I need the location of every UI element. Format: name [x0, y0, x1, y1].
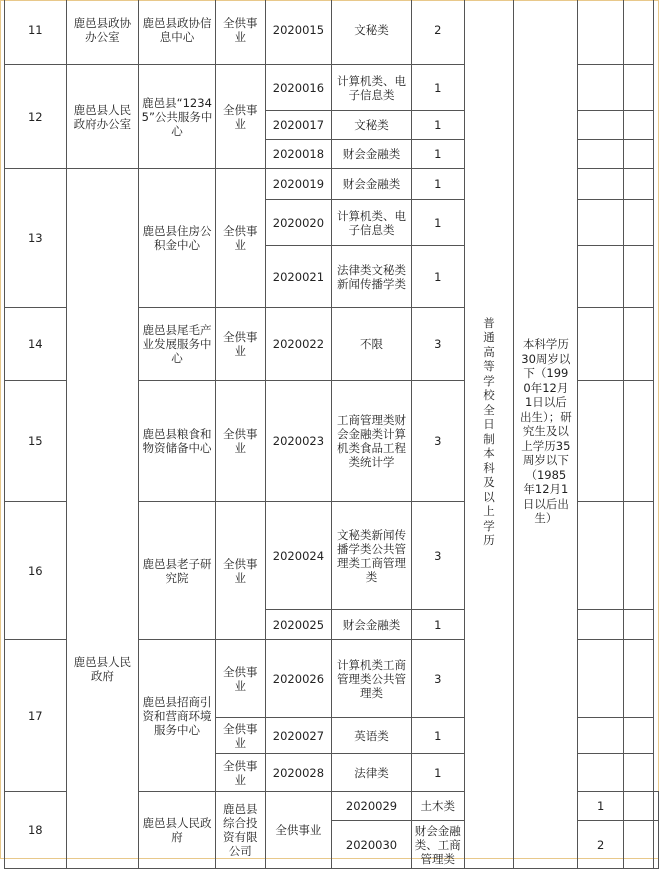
unit-cell: 鹿邑县粮食和物资储备中心	[139, 381, 216, 502]
count-cell: 1	[411, 65, 464, 111]
post-code-cell: 2020020	[265, 200, 332, 246]
major-cell: 法律类	[332, 754, 412, 792]
major-cell: 不限	[332, 308, 412, 381]
department-cell: 鹿邑县人民政府	[66, 169, 139, 869]
major-cell: 财会金融类	[332, 140, 412, 169]
empty-cell	[624, 754, 654, 792]
empty-cell	[624, 200, 654, 246]
empty-cell	[654, 792, 659, 821]
row-number: 12	[5, 65, 67, 169]
major-cell: 计算机类、电子信息类	[332, 200, 412, 246]
major-cell: 法律类文秘类新闻传播学类	[332, 246, 412, 308]
nature-cell: 全供事业	[215, 381, 265, 502]
post-code-cell: 2020017	[265, 111, 332, 140]
post-code-cell: 2020025	[265, 610, 332, 640]
count-cell: 1	[411, 754, 464, 792]
row-number: 11	[5, 0, 67, 65]
post-code-cell: 2020029	[332, 792, 412, 821]
nature-cell: 全供事业	[215, 640, 265, 718]
unit-cell: 鹿邑县“12345”公共服务中心	[139, 65, 216, 169]
empty-cell	[578, 754, 624, 792]
empty-cell	[624, 111, 654, 140]
post-code-cell: 2020023	[265, 381, 332, 502]
count-cell: 3	[411, 381, 464, 502]
count-cell: 1	[411, 140, 464, 169]
post-code-cell: 2020021	[265, 246, 332, 308]
empty-cell	[578, 610, 624, 640]
empty-cell	[578, 308, 624, 381]
department-cell: 鹿邑县政协办公室	[66, 0, 139, 65]
empty-cell	[578, 502, 624, 610]
nature-cell: 全供事业	[215, 754, 265, 792]
empty-cell	[624, 308, 654, 381]
major-cell: 计算机类、电子信息类	[332, 65, 412, 111]
empty-cell	[624, 169, 654, 200]
post-code-cell: 2020027	[265, 718, 332, 754]
empty-cell	[624, 381, 654, 502]
count-cell: 3	[411, 640, 464, 718]
unit-cell: 鹿邑县政协信息中心	[139, 0, 216, 65]
post-code-cell: 2020030	[332, 821, 412, 869]
major-cell: 财会金融类	[332, 169, 412, 200]
education-requirement: 普通高等学校全日制本科及以上学历	[483, 315, 495, 547]
nature-cell: 全供事业	[215, 65, 265, 169]
empty-cell	[578, 640, 624, 718]
count-cell: 1	[411, 111, 464, 140]
count-cell: 1	[411, 718, 464, 754]
post-code-cell: 2020026	[265, 640, 332, 718]
post-code-cell: 2020015	[265, 0, 332, 65]
empty-cell	[624, 610, 654, 640]
row-number: 14	[5, 308, 67, 381]
empty-cell	[624, 640, 654, 718]
empty-cell	[624, 65, 654, 111]
post-code-cell: 2020019	[265, 169, 332, 200]
major-cell: 文秘类	[332, 0, 412, 65]
empty-cell	[578, 381, 624, 502]
empty-cell	[624, 246, 654, 308]
count-cell: 2	[578, 821, 624, 869]
unit-cell: 鹿邑县综合投资有限公司	[215, 792, 265, 869]
unit-cell: 鹿邑县招商引资和营商环境服务中心	[139, 640, 216, 792]
table-row	[5, 0, 659, 65]
count-cell: 1	[411, 200, 464, 246]
major-cell: 土木类	[411, 792, 464, 821]
count-cell: 1	[411, 169, 464, 200]
nature-cell: 全供事业	[215, 308, 265, 381]
major-cell: 计算机类工商管理类公共管理类	[332, 640, 412, 718]
unit-cell: 鹿邑县老子研究院	[139, 502, 216, 640]
empty-cell	[578, 200, 624, 246]
nature-cell: 全供事业	[215, 169, 265, 308]
empty-cell	[624, 0, 654, 65]
empty-cell	[578, 169, 624, 200]
row-number: 17	[5, 640, 67, 792]
empty-cell	[578, 65, 624, 111]
empty-cell	[578, 718, 624, 754]
empty-cell	[578, 0, 624, 65]
age-requirement: 本科学历30周岁以下（1990年12月1日以后出生）；研究生及以上学历35周岁以下（1985年12月1日以后出生）	[520, 337, 572, 526]
post-code-cell: 2020024	[265, 502, 332, 610]
major-cell: 文秘类新闻传播学类公共管理类工商管理类	[332, 502, 412, 610]
department-cell: 鹿邑县人民政府	[139, 792, 216, 869]
unit-cell: 鹿邑县尾毛产业发展服务中心	[139, 308, 216, 381]
count-cell: 1	[578, 792, 624, 821]
empty-cell	[624, 718, 654, 754]
major-cell: 财会金融类	[332, 610, 412, 640]
post-code-cell: 2020022	[265, 308, 332, 381]
empty-cell	[578, 246, 624, 308]
row-number: 18	[5, 792, 67, 869]
count-cell: 2	[411, 0, 464, 65]
post-code-cell: 2020028	[265, 754, 332, 792]
empty-cell	[624, 502, 654, 610]
age-cell	[514, 0, 578, 869]
empty-cell	[578, 140, 624, 169]
row-number: 15	[5, 381, 67, 502]
count-cell: 1	[411, 246, 464, 308]
major-cell: 文秘类	[332, 111, 412, 140]
post-code-cell: 2020016	[265, 65, 332, 111]
post-code-cell: 2020018	[265, 140, 332, 169]
count-cell: 1	[411, 610, 464, 640]
empty-cell	[654, 821, 659, 869]
unit-cell: 鹿邑县住房公积金中心	[139, 169, 216, 308]
empty-cell	[624, 140, 654, 169]
count-cell: 3	[411, 502, 464, 610]
major-cell: 财会金融类、工商管理类	[411, 821, 464, 869]
empty-cell	[624, 792, 654, 821]
row-number: 16	[5, 502, 67, 640]
major-cell: 工商管理类财会金融类计算机类食品工程类统计学	[332, 381, 412, 502]
nature-cell: 全供事业	[265, 792, 332, 869]
education-cell	[464, 0, 514, 869]
count-cell: 3	[411, 308, 464, 381]
nature-cell: 全供事业	[215, 502, 265, 640]
empty-cell	[578, 111, 624, 140]
nature-cell: 全供事业	[215, 0, 265, 65]
nature-cell: 全供事业	[215, 718, 265, 754]
department-cell: 鹿邑县人民政府办公室	[66, 65, 139, 169]
row-number: 13	[5, 169, 67, 308]
major-cell: 英语类	[332, 718, 412, 754]
recruitment-table	[4, 0, 659, 869]
empty-cell	[624, 821, 654, 869]
